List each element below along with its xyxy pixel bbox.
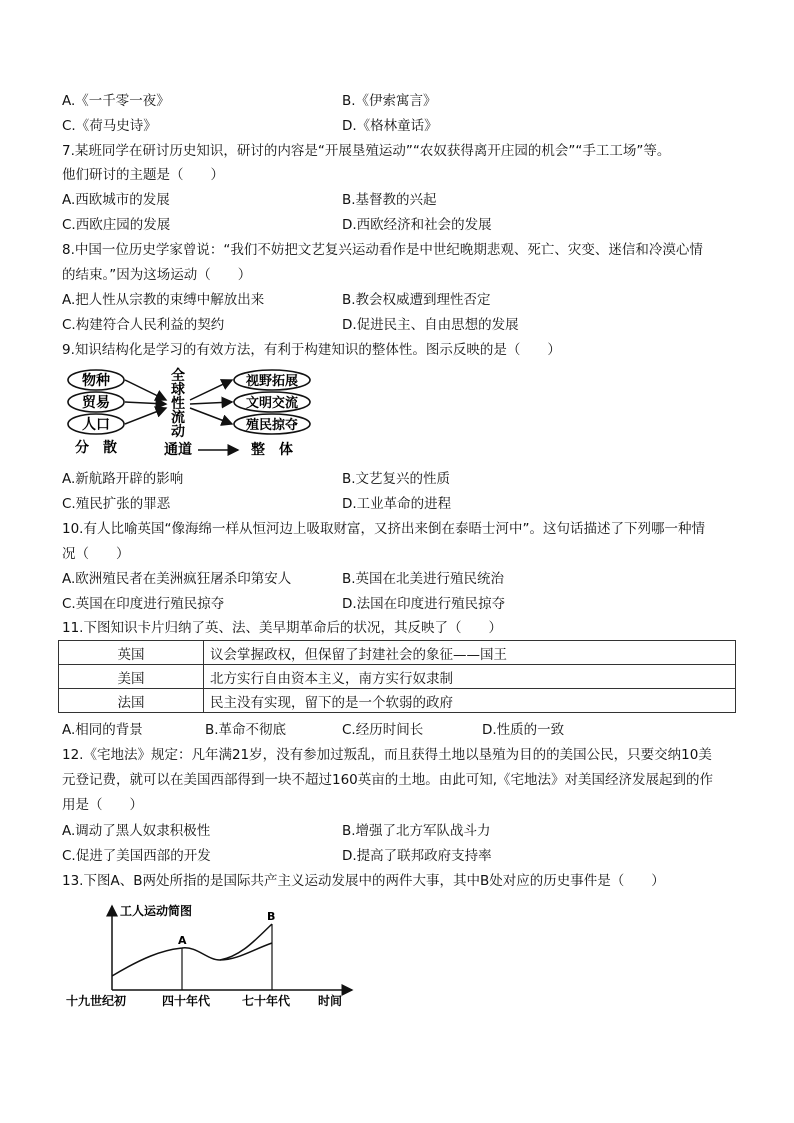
card-desc-britain: 议会掌握政权，但保留了封建社会的象征——国王 — [204, 641, 736, 665]
table-row — [59, 689, 736, 713]
card-country-france: 法国 — [59, 689, 204, 713]
q9-option-d: D.工业革命的进程 — [342, 496, 452, 512]
q9-option-b: B.文艺复兴的性质 — [342, 471, 451, 487]
chart-x-label-2: 四十年代 — [162, 994, 211, 1008]
diagram-label-plunder: 殖民掠夺 — [245, 418, 299, 433]
q9-option-a: A.新航路开辟的影响 — [62, 471, 184, 487]
q10-option-d: D.法国在印度进行殖民掠夺 — [342, 596, 506, 612]
q6-option-c: C.《荷马史诗》 — [62, 118, 157, 134]
diagram-label-trade: 贸易 — [82, 395, 110, 411]
q9-stem: 9.知识结构化是学习的有效方法，有利于构建知识的整体性。图示反映的是（ ） — [62, 342, 561, 358]
q8-option-c: C.构建符合人民利益的契约 — [62, 317, 225, 333]
card-desc-france: 民主没有实现，留下的是一个软弱的政府 — [204, 689, 736, 713]
diagram-label-channel: 通道 — [164, 442, 192, 458]
chart-x-label-1: 十九世纪初 — [66, 994, 127, 1008]
q11-option-b: B.革命不彻底 — [205, 722, 287, 738]
revolution-knowledge-card — [58, 640, 736, 713]
card-country-usa: 美国 — [59, 665, 204, 689]
q8-stem-line2: 的结束。”因为这场运动（ ） — [62, 267, 252, 283]
chart-point-b-label: B — [267, 910, 276, 923]
q11-option-c: C.经历时间长 — [342, 722, 424, 738]
diagram-label-horizon: 视野拓展 — [245, 374, 299, 389]
q13-stem: 13.下图A、B两处所指的是国际共产主义运动发展中的两件大事，其中B处对应的历史事件是（ ） — [62, 873, 665, 889]
q10-option-b: B.英国在北美进行殖民统治 — [342, 571, 505, 587]
chart-x-label-4: 时间 — [318, 994, 343, 1008]
diagram-label-scatter: 分 散 — [75, 440, 117, 456]
diagram-center-char-2: 球 — [171, 382, 185, 398]
q7-stem-line2: 他们研讨的主题是（ ） — [62, 167, 224, 183]
table-row — [59, 665, 736, 689]
chart-point-a-label: A — [178, 934, 187, 947]
diagram-center-char-4: 流 — [171, 410, 185, 426]
q7-option-b: B.基督教的兴起 — [342, 192, 437, 208]
q8-option-a: A.把人性从宗教的束缚中解放出来 — [62, 292, 265, 308]
q8-option-d: D.促进民主、自由思想的发展 — [342, 317, 519, 333]
chart-x-label-3: 七十年代 — [242, 994, 291, 1008]
q10-option-c: C.英国在印度进行殖民掠夺 — [62, 596, 225, 612]
q8-option-b: B.教会权威遭到理性否定 — [342, 292, 491, 308]
diagram-label-species: 物种 — [82, 373, 110, 389]
chart-curve — [112, 943, 272, 976]
q7-stem-line1: 7.某班同学在研讨历史知识，研讨的内容是“开展垦殖运动”“农奴获得离开庄园的机会”“手工工场”等。 — [62, 143, 671, 159]
q7-option-c: C.西欧庄园的发展 — [62, 217, 171, 233]
q8-stem-line1: 8.中国一位历史学家曾说：“我们不妨把文艺复兴运动看作是中世纪晚期悲观、死亡、灾变、迷信和冷漠心情 — [62, 242, 703, 258]
q10-option-a: A.欧洲殖民者在美洲疯狂屠杀印第安人 — [62, 571, 292, 587]
diagram-label-population: 人口 — [82, 417, 110, 433]
knowledge-structure-diagram — [62, 366, 322, 466]
diagram-label-exchange: 文明交流 — [245, 396, 299, 411]
card-country-britain: 英国 — [59, 641, 204, 665]
q10-stem-line1: 10.有人比喻英国“像海绵一样从恒河边上吸取财富，又挤出来倒在泰晤士河中”。这句话描述了下列哪一种情 — [62, 521, 705, 537]
q6-option-b: B.《伊索寓言》 — [342, 93, 437, 109]
card-desc-usa: 北方实行自由资本主义，南方实行奴隶制 — [204, 665, 736, 689]
q9-option-c: C.殖民扩张的罪恶 — [62, 496, 171, 512]
q11-stem: 11.下图知识卡片归纳了英、法、美早期革命后的状况，其反映了（ ） — [62, 620, 502, 636]
q12-option-b: B.增强了北方军队战斗力 — [342, 823, 491, 839]
diagram-center-char-3: 性 — [171, 396, 185, 412]
diagram-label-whole: 整 体 — [251, 442, 293, 458]
q12-stem-line3: 用是（ ） — [62, 797, 143, 813]
q12-stem-line2: 元登记费，就可以在美国西部得到一块不超过160英亩的土地。由此可知,《宅地法》对美国经济发展起到的作 — [62, 772, 714, 788]
diagram-center-char-1: 全 — [171, 368, 185, 384]
q12-option-a: A.调动了黑人奴隶积极性 — [62, 823, 211, 839]
q6-option-d: D.《格林童话》 — [342, 118, 438, 134]
workers-movement-chart — [62, 898, 362, 1010]
q11-option-a: A.相同的背景 — [62, 722, 143, 738]
q12-option-c: C.促进了美国西部的开发 — [62, 848, 211, 864]
q10-stem-line2: 况（ ） — [62, 546, 130, 562]
q7-option-d: D.西欧经济和社会的发展 — [342, 217, 492, 233]
chart-title: 工人运动简图 — [120, 904, 193, 918]
q12-stem-line1: 12.《宅地法》规定：凡年满21岁，没有参加过叛乱，而且获得土地以垦殖为目的的美国公民，只要交纳10美 — [62, 747, 712, 763]
q6-option-a: A.《一千零一夜》 — [62, 93, 170, 109]
q12-option-d: D.提高了联邦政府支持率 — [342, 848, 492, 864]
q7-option-a: A.西欧城市的发展 — [62, 192, 170, 208]
q11-option-d: D.性质的一致 — [482, 722, 565, 738]
diagram-center-char-5: 动 — [171, 424, 185, 440]
table-row — [59, 641, 736, 665]
